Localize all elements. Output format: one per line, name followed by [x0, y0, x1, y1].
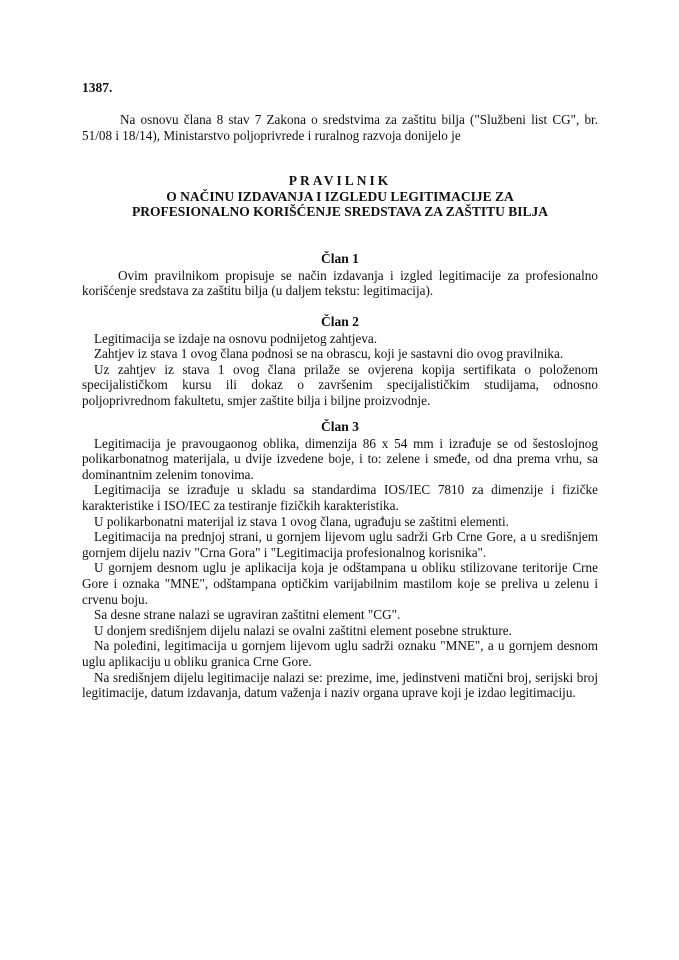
- article-heading: Član 1: [321, 251, 359, 266]
- article-paragraph: U gornjem desnom uglu je aplikacija koja je odštampana u obliku stilizovane teritorije Crne Gore i oznaka "MNE", odštampana optičkim varijabilnim mastilom koje se preliva u zelenu i crvenu boju.: [82, 560, 598, 607]
- article-paragraph: Sa desne strane nalazi se ugraviran zaštitni element "CG".: [94, 607, 401, 623]
- preamble: Na osnovu člana 8 stav 7 Zakona o sredstvima za zaštitu bilja ("Službeni list CG", br. 51/08 i 18/14), Ministarstvo poljoprivrede i ruralnog razvoja donijelo je: [82, 112, 598, 143]
- article-1: [82, 251, 598, 299]
- article-3: [82, 419, 598, 701]
- article-paragraph: Uz zahtjev iz stava 1 ovog člana prilaže se ovjerena kopija sertifikata o položenom specijalističkom kursu ili dokaz o završenim specijalističkim studijama, odnosno poljoprivrednom fakultetu, smjer zaštite bilja i biljne proizvodnje.: [82, 361, 598, 408]
- article-paragraph: Legitimacija je pravougaonog oblika, dimenzija 86 x 54 mm i izrađuje se od šestoslojnog polikarbonatnog materijala, u dvije izvedene boje, i to: zelene i smeđe, od dna prema vrhu, sa dominantnim zelenim tonovima.: [82, 435, 598, 482]
- article-paragraph: Zahtjev iz stava 1 ovog člana podnosi se na obrascu, koji je sastavni dio ovog pravilnika.: [94, 346, 564, 362]
- document-title: [82, 173, 598, 220]
- article-2: [82, 314, 598, 409]
- title-line-3: PROFESIONALNO KORIŠĆENJE SREDSTAVA ZA ZAŠTITU BILJA: [132, 204, 548, 219]
- article-paragraph: Na središnjem dijelu legitimacije nalazi se: prezime, ime, jedinstveni matični broj, serijski broj legitimacije, datum izdavanja, datum važenja i naziv organa uprave koji je izdao legitimaciju.: [82, 669, 598, 701]
- title-line-1: PRAVILNIK: [288, 173, 392, 188]
- article-heading: Član 2: [321, 314, 359, 329]
- article-paragraph: Na poleđini, legitimacija u gornjem lijevom uglu sadrži oznaku "MNE", a u gornjem desnom uglu aplikaciju u obliku granica Crne Gore.: [82, 638, 598, 669]
- article-paragraph: Legitimacija se izdaje na osnovu podnijetog zahtjeva.: [94, 330, 378, 346]
- article-paragraph: U donjem središnjem dijelu nalazi se ovalni zaštitni element posebne strukture.: [94, 622, 512, 638]
- article-heading: Član 3: [321, 419, 359, 434]
- article-paragraph: Ovim pravilnikom propisuje se način izdavanja i izgled legitimacije za profesionalno korišćenje sredstava za zaštitu bilja (u daljem tekstu: legitimacija).: [82, 267, 598, 299]
- document-number: 1387.: [82, 80, 113, 95]
- article-paragraph: Legitimacija se izrađuje u skladu sa standardima IOS/IEC 7810 za dimenzije i fizičke karakteristike i ISO/IEC za testiranje fizičkih karakteristika.: [82, 482, 598, 513]
- article-paragraph: U polikarbonatni materijal iz stava 1 ovog člana, ugrađuju se zaštitni elementi.: [94, 513, 509, 529]
- title-line-2: O NAČINU IZDAVANJA I IZGLEDU LEGITIMACIJE ZA: [166, 188, 514, 204]
- article-paragraph: Legitimacija na prednjoj strani, u gornjem lijevom uglu sadrži Grb Crne Gore, a u središnjem gornjem dijelu naziv "Crna Gora" i "Legitimacija profesionalnog korisnika".: [82, 529, 598, 560]
